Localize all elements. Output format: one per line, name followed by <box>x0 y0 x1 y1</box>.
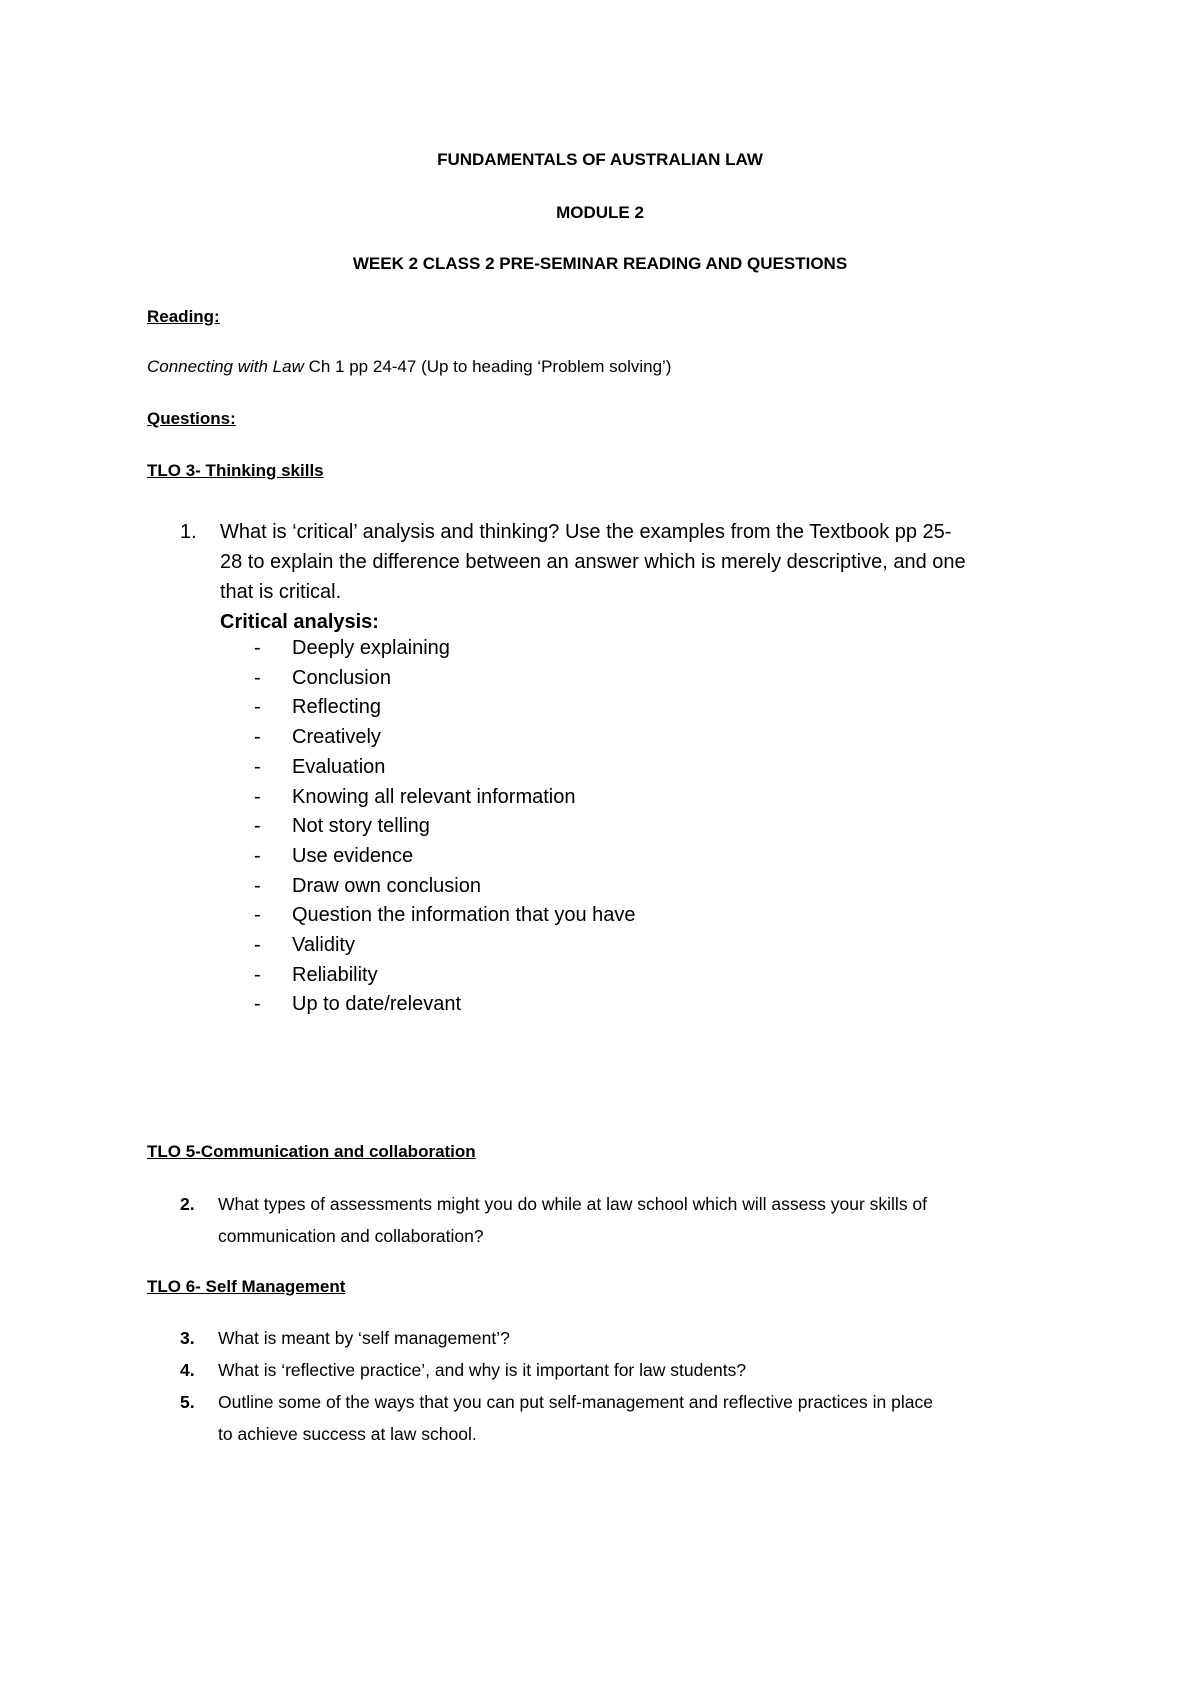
bullet-dash: - <box>254 844 261 867</box>
question-number: 1. <box>180 521 197 543</box>
bullet-dash: - <box>254 963 261 986</box>
answer-heading: Critical analysis: <box>220 611 379 633</box>
question-line: What is ‘critical’ analysis and thinking? Use the examples from the Textbook pp 25- <box>220 521 952 543</box>
session-title: WEEK 2 CLASS 2 PRE-SEMINAR READING AND QUESTIONS <box>352 254 848 273</box>
question-text: What is meant by ‘self management’? <box>218 1328 510 1348</box>
critical-analysis-list <box>220 634 636 1020</box>
tlo6-heading: TLO 6- Self Management <box>147 1277 346 1296</box>
bullet-dash: - <box>254 993 261 1016</box>
reading-pages: Ch 1 pp 24-47 (Up to heading ‘Problem solving’) <box>303 357 672 376</box>
list-item: - Reflecting <box>220 693 636 723</box>
bullet-dash: - <box>254 815 261 838</box>
list-item: - Use evidence <box>220 842 636 872</box>
module-title: MODULE 2 <box>556 203 644 222</box>
list-item: - Evaluation <box>220 753 636 783</box>
list-item: - Validity <box>220 931 636 961</box>
question-text <box>220 517 1070 637</box>
bullet-dash: - <box>254 696 261 719</box>
bullet-dash: - <box>254 934 261 957</box>
question-line: that is critical. <box>220 581 342 603</box>
course-title: FUNDAMENTALS OF AUSTRALIAN LAW <box>437 150 763 169</box>
list-item: - Conclusion <box>220 664 636 694</box>
list-item: - Question the information that you have <box>220 901 636 931</box>
reading-reference <box>147 356 671 378</box>
questions-heading: Questions: <box>147 409 236 428</box>
bullet-dash: - <box>254 726 261 749</box>
list-item: - Not story telling <box>220 812 636 842</box>
question-text: What is ‘reflective practice’, and why is it important for law students? <box>218 1360 747 1380</box>
list-item: - Up to date/relevant <box>220 990 636 1020</box>
bullet-dash: - <box>254 755 261 778</box>
bullet-dash: - <box>254 785 261 808</box>
question-number: 4. <box>180 1360 195 1380</box>
list-item: - Draw own conclusion <box>220 872 636 902</box>
bullet-dash: - <box>254 666 261 689</box>
question-number: 5. <box>180 1392 195 1412</box>
bullet-dash: - <box>254 904 261 927</box>
question-text: What types of assessments might you do while at law school which will assess your skills of communication and collaboration? <box>218 1194 928 1246</box>
bullet-dash: - <box>254 874 261 897</box>
question-text: Outline some of the ways that you can put self-management and reflective practices in place to achieve success at law school. <box>218 1392 933 1444</box>
reading-heading: Reading: <box>147 307 220 326</box>
list-item: - Creatively <box>220 723 636 753</box>
list-item: - Deeply explaining <box>220 634 636 664</box>
list-item: - Knowing all relevant information <box>220 783 636 813</box>
bullet-dash: - <box>254 637 261 659</box>
question-number: 2. <box>180 1194 195 1214</box>
question-number: 3. <box>180 1328 195 1348</box>
list-item: - Reliability <box>220 961 636 991</box>
reading-book-title: Connecting with Law <box>147 357 304 376</box>
tlo5-heading: TLO 5-Communication and collaboration <box>147 1142 476 1161</box>
tlo3-heading: TLO 3- Thinking skills <box>147 461 324 480</box>
question-line: 28 to explain the difference between an answer which is merely descriptive, and one <box>220 551 966 573</box>
